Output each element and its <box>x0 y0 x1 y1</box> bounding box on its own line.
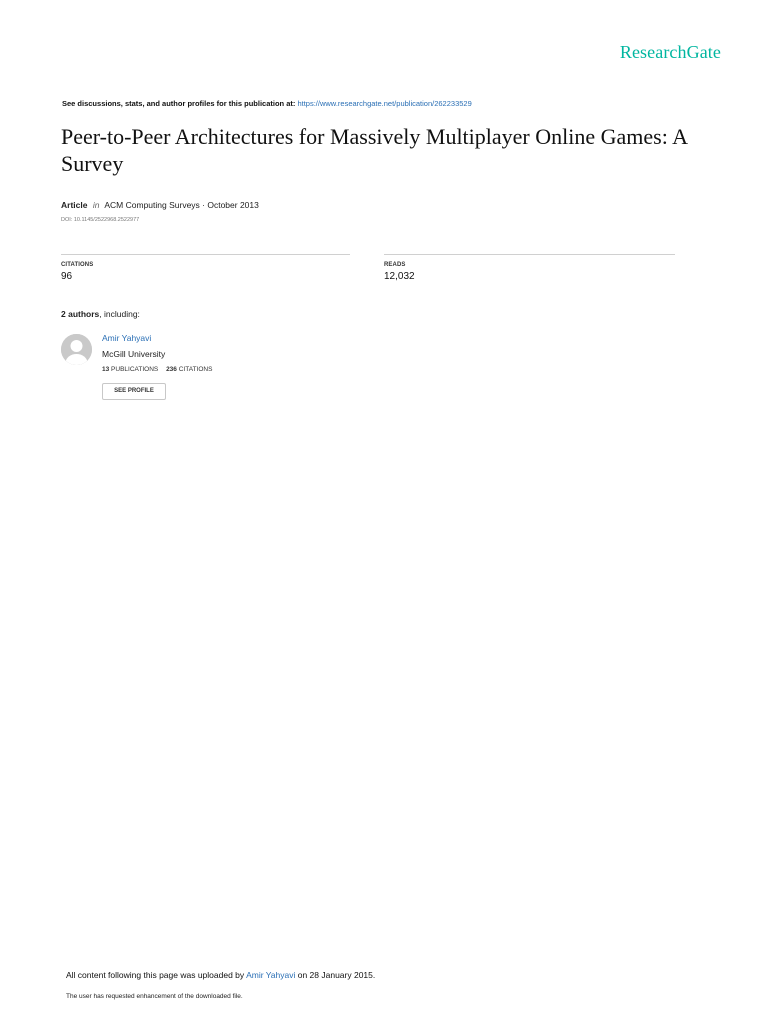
upload-prefix: All content following this page was uploaded by <box>66 970 245 980</box>
upload-notice <box>66 970 375 980</box>
author-card <box>61 333 381 408</box>
publication-url-link[interactable]: https://www.researchgate.net/publication/262233529 <box>297 99 472 108</box>
article-title: Peer-to-Peer Architectures for Massively Multiplayer Online Games: A Survey <box>61 124 687 176</box>
authors-including: , including: <box>99 309 140 319</box>
article-venue: ACM Computing Surveys · October 2013 <box>104 200 259 210</box>
citations-value: 96 <box>61 271 73 282</box>
upload-date: on 28 January 2015. <box>297 970 376 980</box>
article-doi: DOI: 10.1145/2522968.2522977 <box>61 217 140 223</box>
author-citations-count: 236 <box>166 366 177 373</box>
citations-label: CITATIONS <box>61 262 94 268</box>
see-profile-button[interactable]: SEE PROFILE <box>102 383 166 400</box>
article-in-word: in <box>92 200 100 210</box>
researchgate-logo[interactable]: ResearchGate <box>619 42 721 62</box>
enhancement-note: The user has requested enhancement of the downloaded file. <box>66 993 243 1000</box>
reads-value: 12,032 <box>384 271 415 282</box>
article-type: Article <box>61 200 88 210</box>
publication-link-line <box>62 99 472 108</box>
author-institution: McGill University <box>102 349 166 359</box>
citations-stat <box>61 254 350 282</box>
reads-label: READS <box>384 262 406 268</box>
see-discussions-text: See discussions, stats, and author profiles for this publication at: <box>62 99 296 108</box>
author-citations-label: CITATIONS <box>178 366 213 373</box>
author-stats <box>102 366 218 373</box>
authors-heading <box>61 309 140 319</box>
article-meta <box>61 200 259 210</box>
author-publications-label: PUBLICATIONS <box>111 366 159 373</box>
author-publications-count: 13 <box>102 366 110 373</box>
reads-stat <box>384 254 675 282</box>
default-user-icon <box>61 334 92 365</box>
uploader-link[interactable]: Amir Yahyavi <box>246 970 296 980</box>
author-name-link[interactable]: Amir Yahyavi <box>102 333 152 343</box>
authors-count: 2 authors <box>61 309 100 319</box>
avatar[interactable] <box>61 334 92 365</box>
